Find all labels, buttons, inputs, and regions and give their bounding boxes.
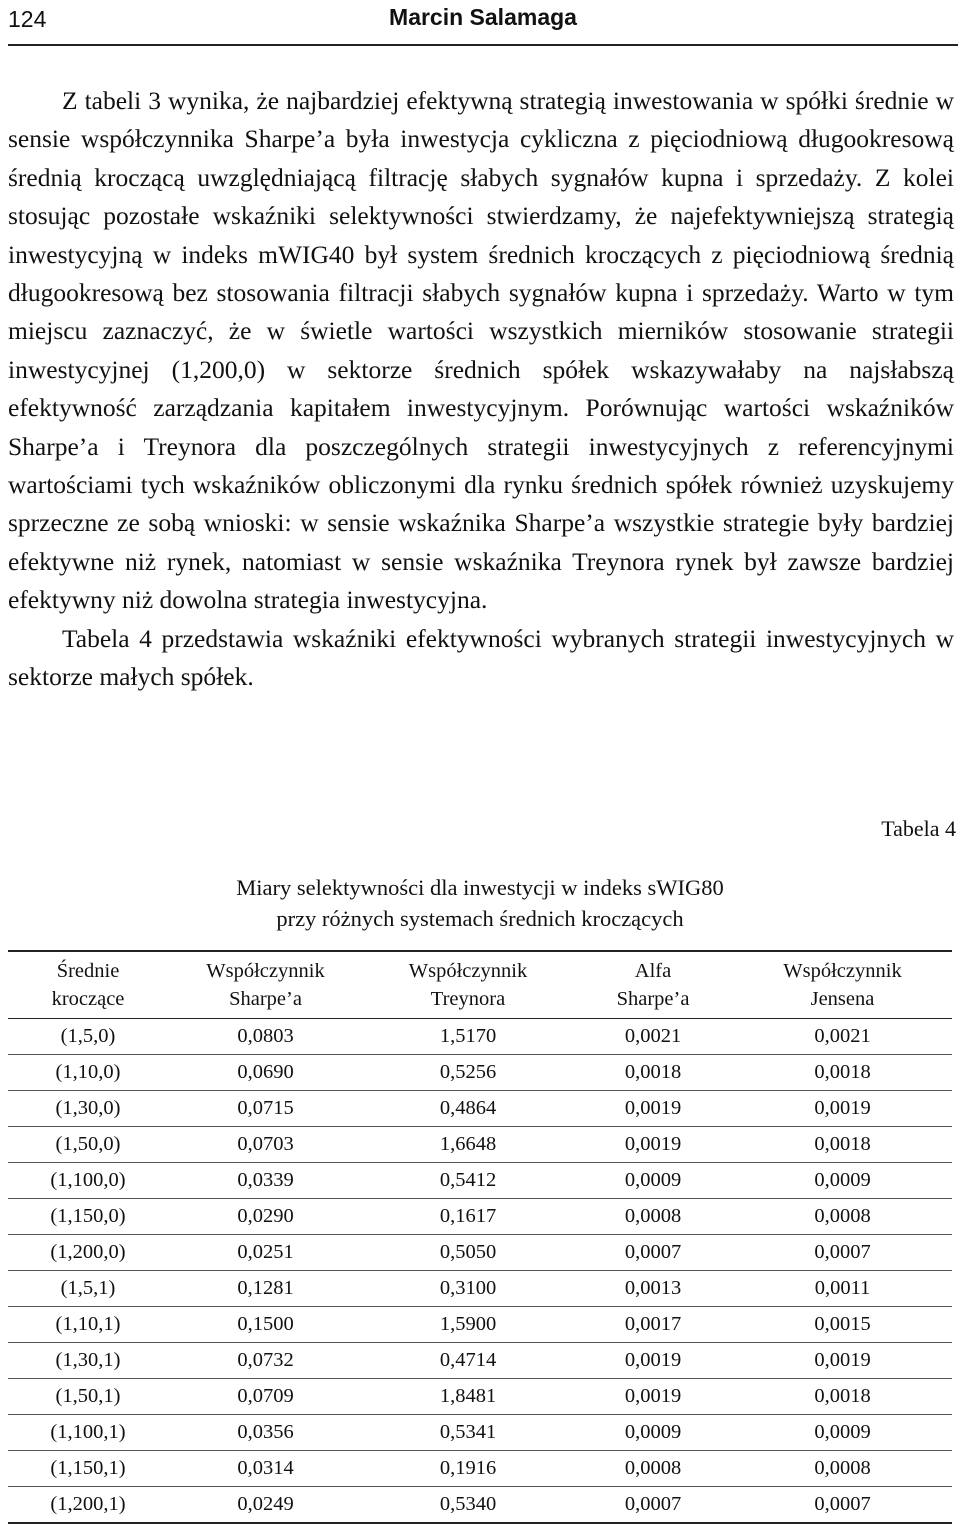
value-cell: 0,0018 [733,1055,952,1091]
value-cell: 0,0249 [168,1487,363,1524]
strategy-cell: (1,100,1) [8,1415,168,1451]
value-cell: 0,0690 [168,1055,363,1091]
header-jensen-ratio: Współczynnik Jensena [733,951,952,1019]
table-row [8,1199,952,1235]
value-cell: 0,5050 [363,1235,573,1271]
value-cell: 0,0008 [733,1199,952,1235]
value-cell: 0,0009 [573,1415,733,1451]
paragraph-1: Z tabeli 3 wynika, że najbardziej efektywną strategią inwestowania w spółki średnie w sensie współczynnika Sharpe’a była inwestycja cykliczna z pięciodniową długookresową średnią kroczącą uwzględniającą filtrację słabych sygnałów kupna i sprzedaży. Z kolei stosując pozostałe wskaźniki selektywności stwierdzamy, że najefektywniejszą strategią inwestycyjną w indeks mWIG40 był system średnich kroczących z pięciodniową średnią długookresową bez stosowania filtracji słabych sygnałów kupna i sprzedaży. Warto w tym miejscu zaznaczyć, że w świetle wartości wszystkich mierników stosowanie strategii inwestycyjnej (1,200,0) w sektorze średnich spółek wskazywałaby na najsłabszą efektywność zarządzania kapitałem inwestycyjnym. Porównując wartości wskaźników Sharpe’a i Treynora dla poszczególnych strategii inwestycyjnych z referencyjnymi wartościami tych wskaźników obliczonymi dla rynku średnich spółek również uzyskujemy sprzeczne ze sobą wnioski: w sensie wskaźnika Sharpe’a wszystkie strategie były bardziej efektywne niż rynek, natomiast w sensie wskaźnika Treynora rynek był zawsze bardziej efektywny niż dowolna strategia inwestycyjna. [8,86,954,615]
value-cell: 0,5256 [363,1055,573,1091]
value-cell: 0,5412 [363,1163,573,1199]
table-row [8,1019,952,1055]
strategy-cell: (1,100,0) [8,1163,168,1199]
value-cell: 0,1617 [363,1199,573,1235]
strategy-cell: (1,200,1) [8,1487,168,1524]
strategy-cell: (1,30,0) [8,1091,168,1127]
value-cell: 0,5341 [363,1415,573,1451]
paragraph-2: Tabela 4 przedstawia wskaźniki efektywności wybranych strategii inwestycyjnych w sektorze małych spółek. [8,623,954,692]
table-title-line-1: Miary selektywności dla inwestycji w indeks sWIG80 [236,875,724,900]
strategy-cell: (1,5,0) [60,1025,116,1047]
table-row [8,1379,952,1415]
value-cell: 0,0007 [573,1487,733,1524]
strategy-cell: (1,150,1) [8,1451,168,1487]
value-cell: 0,0251 [168,1235,363,1271]
value-cell: 0,0339 [168,1163,363,1199]
value-cell: 0,0290 [168,1199,363,1235]
value-cell: 0,0314 [168,1451,363,1487]
value-cell: 0,1916 [363,1451,573,1487]
table-header [8,951,952,1019]
value-cell: 0,0013 [573,1271,733,1307]
value-cell: 0,0009 [733,1163,952,1199]
value-cell: 0,0018 [733,1379,952,1415]
value-cell: 0,0019 [573,1127,733,1163]
value-cell: 0,1500 [168,1307,363,1343]
value-cell: 0,0008 [573,1451,733,1487]
value-cell: 1,8481 [363,1379,573,1415]
strategy-cell: (1,30,1) [8,1343,168,1379]
body-text [8,82,954,697]
table-row [8,1487,952,1524]
value-cell: 0,0356 [168,1415,363,1451]
value-cell: 0,0007 [733,1487,952,1524]
strategy-cell: (1,50,1) [8,1379,168,1415]
table-body [8,1019,952,1524]
strategy-cell: (1,150,0) [8,1199,168,1235]
header-moving-averages: Średnie kroczące [8,951,168,1019]
value-cell: 0,0015 [733,1307,952,1343]
table-row [8,1451,952,1487]
running-head-author: Marcin Salamaga [389,4,577,30]
strategy-cell: (1,5,1) [8,1271,168,1307]
strategy-cell: (1,10,1) [8,1307,168,1343]
value-cell: 0,0709 [168,1379,363,1415]
table-header-row [8,951,952,1019]
value-cell: 0,0007 [733,1235,952,1271]
strategy-cell: (1,200,0) [8,1235,168,1271]
table-row [8,1163,952,1199]
value-cell: 0,0019 [573,1343,733,1379]
value-cell: 0,0019 [573,1379,733,1415]
table-row [8,1055,952,1091]
value-cell: 0,4714 [363,1343,573,1379]
page-header [8,0,958,46]
value-cell: 0,0008 [573,1199,733,1235]
strategy-cell: (1,10,0) [8,1055,168,1091]
value-cell: 1,6648 [363,1127,573,1163]
table-title-line-2: przy różnych systemach średnich kroczących [276,906,684,931]
value-cell: 0,0018 [733,1127,952,1163]
table-title [0,872,960,934]
table-row [8,1127,952,1163]
header-treynor-ratio: Współczynnik Treynora [363,951,573,1019]
value-cell: 0,3100 [363,1271,573,1307]
value-cell: 0,0018 [573,1055,733,1091]
value-cell: 0,5340 [363,1487,573,1524]
value-cell: 1,5900 [363,1307,573,1343]
value-cell: 0,0007 [573,1235,733,1271]
value-cell: 1,5170 [439,1025,497,1047]
value-cell: 0,0703 [168,1127,363,1163]
table-row [8,1091,952,1127]
header-sharpe-alpha: Alfa Sharpe’a [573,951,733,1019]
header-sharpe-ratio: Współczynnik Sharpe’a [168,951,363,1019]
table-label: Tabela 4 [881,816,956,841]
value-cell: 0,0011 [733,1271,952,1307]
value-cell: 0,0803 [237,1025,294,1047]
value-cell: 0,0009 [733,1415,952,1451]
page-number: 124 [8,6,47,32]
value-cell: 0,0008 [733,1451,952,1487]
value-cell: 0,0019 [733,1091,952,1127]
strategy-cell: (1,50,0) [8,1127,168,1163]
table-row [8,1343,952,1379]
value-cell: 0,0009 [573,1163,733,1199]
table-row [8,1415,952,1451]
value-cell: 0,1281 [168,1271,363,1307]
table-row [8,1271,952,1307]
value-cell: 0,0021 [814,1025,871,1047]
table-row [8,1235,952,1271]
value-cell: 0,0019 [733,1343,952,1379]
value-cell: 0,0019 [573,1091,733,1127]
value-cell: 0,0021 [624,1025,682,1047]
table-row [8,1307,952,1343]
value-cell: 0,0017 [573,1307,733,1343]
value-cell: 0,4864 [363,1091,573,1127]
value-cell: 0,0715 [168,1091,363,1127]
value-cell: 0,0732 [168,1343,363,1379]
data-table [8,950,952,1524]
